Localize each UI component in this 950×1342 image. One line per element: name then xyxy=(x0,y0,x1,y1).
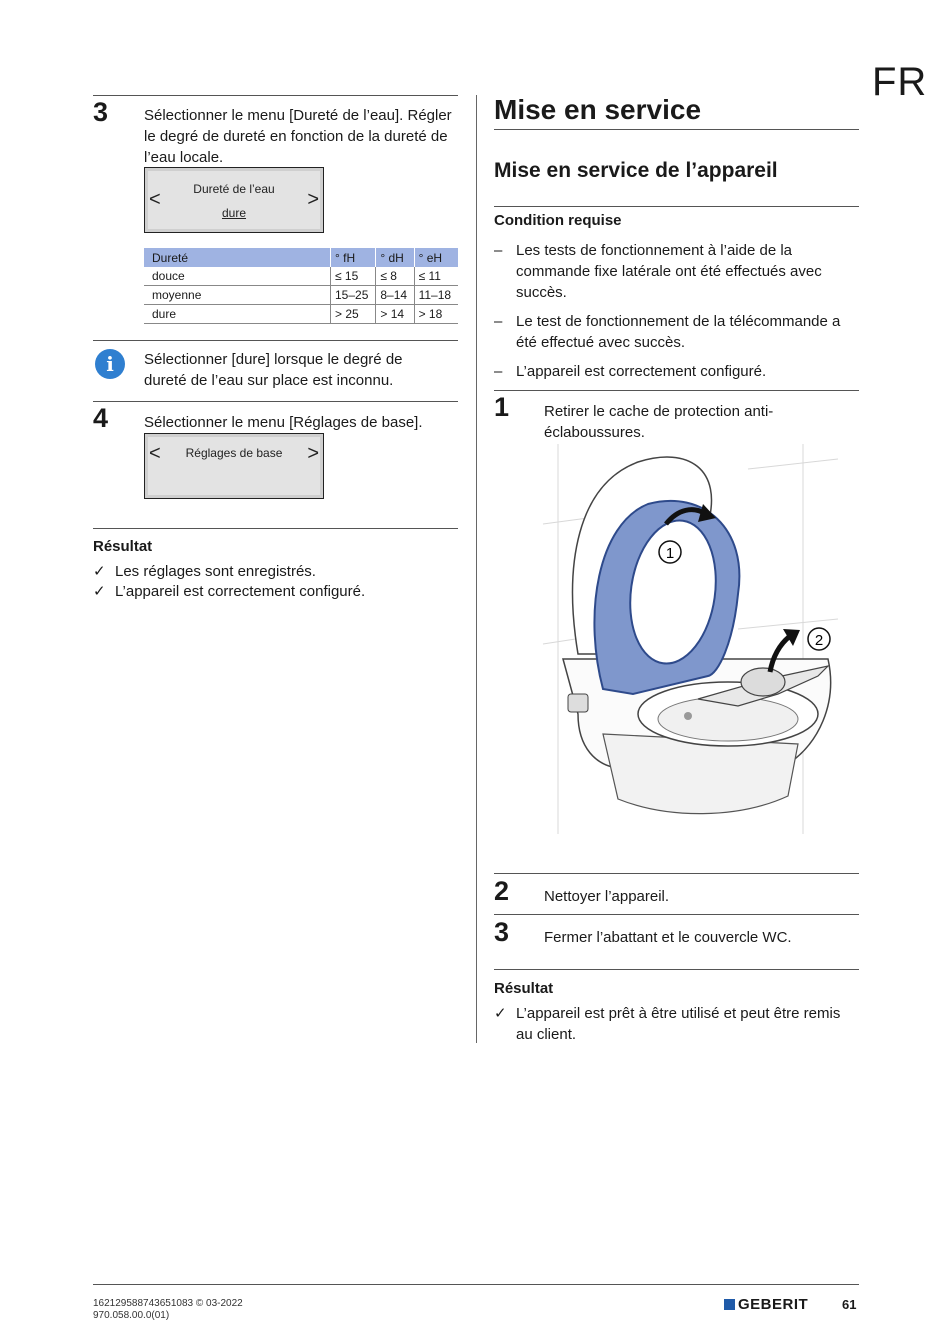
column-divider xyxy=(476,95,477,1043)
condition-item xyxy=(494,361,854,382)
table-cell: > 18 xyxy=(414,305,458,324)
menu-title: Réglages de base xyxy=(185,446,283,460)
condition-heading: Condition requise xyxy=(494,212,622,229)
divider xyxy=(494,129,859,130)
page-number: 61 xyxy=(842,1297,857,1312)
divider xyxy=(494,206,859,207)
divider xyxy=(93,95,458,96)
toilet-illustration xyxy=(538,444,838,844)
condition-item xyxy=(494,311,854,353)
table-cell: moyenne xyxy=(144,286,331,305)
page-title: Mise en service xyxy=(494,94,702,125)
info-text: Sélectionner [dure] lorsque le degré de dureté de l’eau sur place est inconnu. xyxy=(144,351,403,389)
checkmark-icon: ✓ xyxy=(494,1005,507,1022)
dash-bullet: – xyxy=(494,363,503,380)
table-cell: > 14 xyxy=(376,305,414,324)
step-text: Fermer l’abattant et le couvercle WC. xyxy=(544,929,792,946)
dash-bullet: – xyxy=(494,242,503,259)
table-cell: ≤ 15 xyxy=(331,267,376,286)
table-row xyxy=(144,305,458,324)
step-text: Retirer le cache de protection anti-éclaboussures. xyxy=(544,403,774,441)
section-title: Mise en service de l’appareil xyxy=(494,159,778,182)
step-text: Sélectionner le menu [Dureté de l’eau]. Régler le degré de dureté en fonction de la dureté de l’eau locale. xyxy=(144,107,452,166)
dash-bullet: – xyxy=(494,313,503,330)
table-row xyxy=(144,286,458,305)
column-header: Dureté xyxy=(144,248,331,267)
menu-title: Dureté de l’eau xyxy=(193,182,275,196)
table-cell: 15–25 xyxy=(331,286,376,305)
divider xyxy=(93,401,458,402)
chevron-right-icon: > xyxy=(307,442,319,465)
step-number: 3 xyxy=(93,97,109,127)
step-text: Sélectionner le menu [Réglages de base]. xyxy=(144,414,423,431)
result-item-text: Les réglages sont enregistrés. xyxy=(115,563,316,580)
menu-display-water-hardness xyxy=(144,167,324,233)
result-heading: Résultat xyxy=(93,538,153,555)
brand-name: GEBERIT xyxy=(738,1296,809,1313)
table-cell: 8–14 xyxy=(376,286,414,305)
result-item-text: L’appareil est correctement configuré. xyxy=(115,583,366,600)
divider xyxy=(93,340,458,341)
result-heading: Résultat xyxy=(494,980,554,997)
callout-label: 2 xyxy=(814,632,824,649)
divider xyxy=(494,969,859,970)
table-header-row xyxy=(144,248,458,267)
divider xyxy=(93,528,458,529)
brand-logo xyxy=(724,1296,808,1313)
document-code: 162129588743651083 © 03-2022 xyxy=(93,1298,243,1309)
condition-text: Le test de fonctionnement de la télécommande a été effectué avec succès. xyxy=(516,313,841,351)
step-number: 1 xyxy=(494,392,510,422)
step-text: Nettoyer l’appareil. xyxy=(544,888,670,905)
column-header: ° fH xyxy=(331,248,376,267)
table-cell: ≤ 8 xyxy=(376,267,414,286)
result-item xyxy=(93,581,365,602)
step-number: 2 xyxy=(494,876,510,906)
result-item xyxy=(93,561,316,582)
table-cell: ≤ 11 xyxy=(414,267,458,286)
checkmark-icon: ✓ xyxy=(93,563,106,580)
table-cell: douce xyxy=(144,267,331,286)
table-cell: dure xyxy=(144,305,331,324)
language-tag: FR xyxy=(872,60,928,104)
menu-display-basic-settings xyxy=(144,433,324,499)
step-number: 3 xyxy=(494,917,510,947)
condition-text: L’appareil est correctement configuré. xyxy=(516,363,767,380)
result-item-text: L’appareil est prêt à être utilisé et peut être remis au client. xyxy=(516,1005,841,1043)
footer-divider xyxy=(93,1284,859,1285)
column-header: ° eH xyxy=(414,248,458,267)
step-number: 4 xyxy=(93,403,109,433)
menu-value: dure xyxy=(221,206,247,220)
table-cell: > 25 xyxy=(331,305,376,324)
chevron-right-icon: > xyxy=(307,188,319,211)
callout-label: 1 xyxy=(665,545,675,562)
divider xyxy=(494,914,859,915)
table-row xyxy=(144,267,458,286)
divider xyxy=(494,873,859,874)
info-icon: i xyxy=(95,349,125,379)
condition-item xyxy=(494,240,854,303)
chevron-left-icon: < xyxy=(149,188,161,211)
checkmark-icon: ✓ xyxy=(93,583,106,600)
condition-text: Les tests de fonctionnement à l’aide de la commande fixe latérale ont été effectués avec succès. xyxy=(516,242,822,301)
column-header: ° dH xyxy=(376,248,414,267)
document-version: 970.058.00.0(01) xyxy=(93,1310,170,1321)
divider xyxy=(494,390,859,391)
chevron-left-icon: < xyxy=(149,442,161,465)
logo-square-icon xyxy=(724,1299,735,1310)
hardness-table xyxy=(144,248,458,324)
table-cell: 11–18 xyxy=(414,286,458,305)
